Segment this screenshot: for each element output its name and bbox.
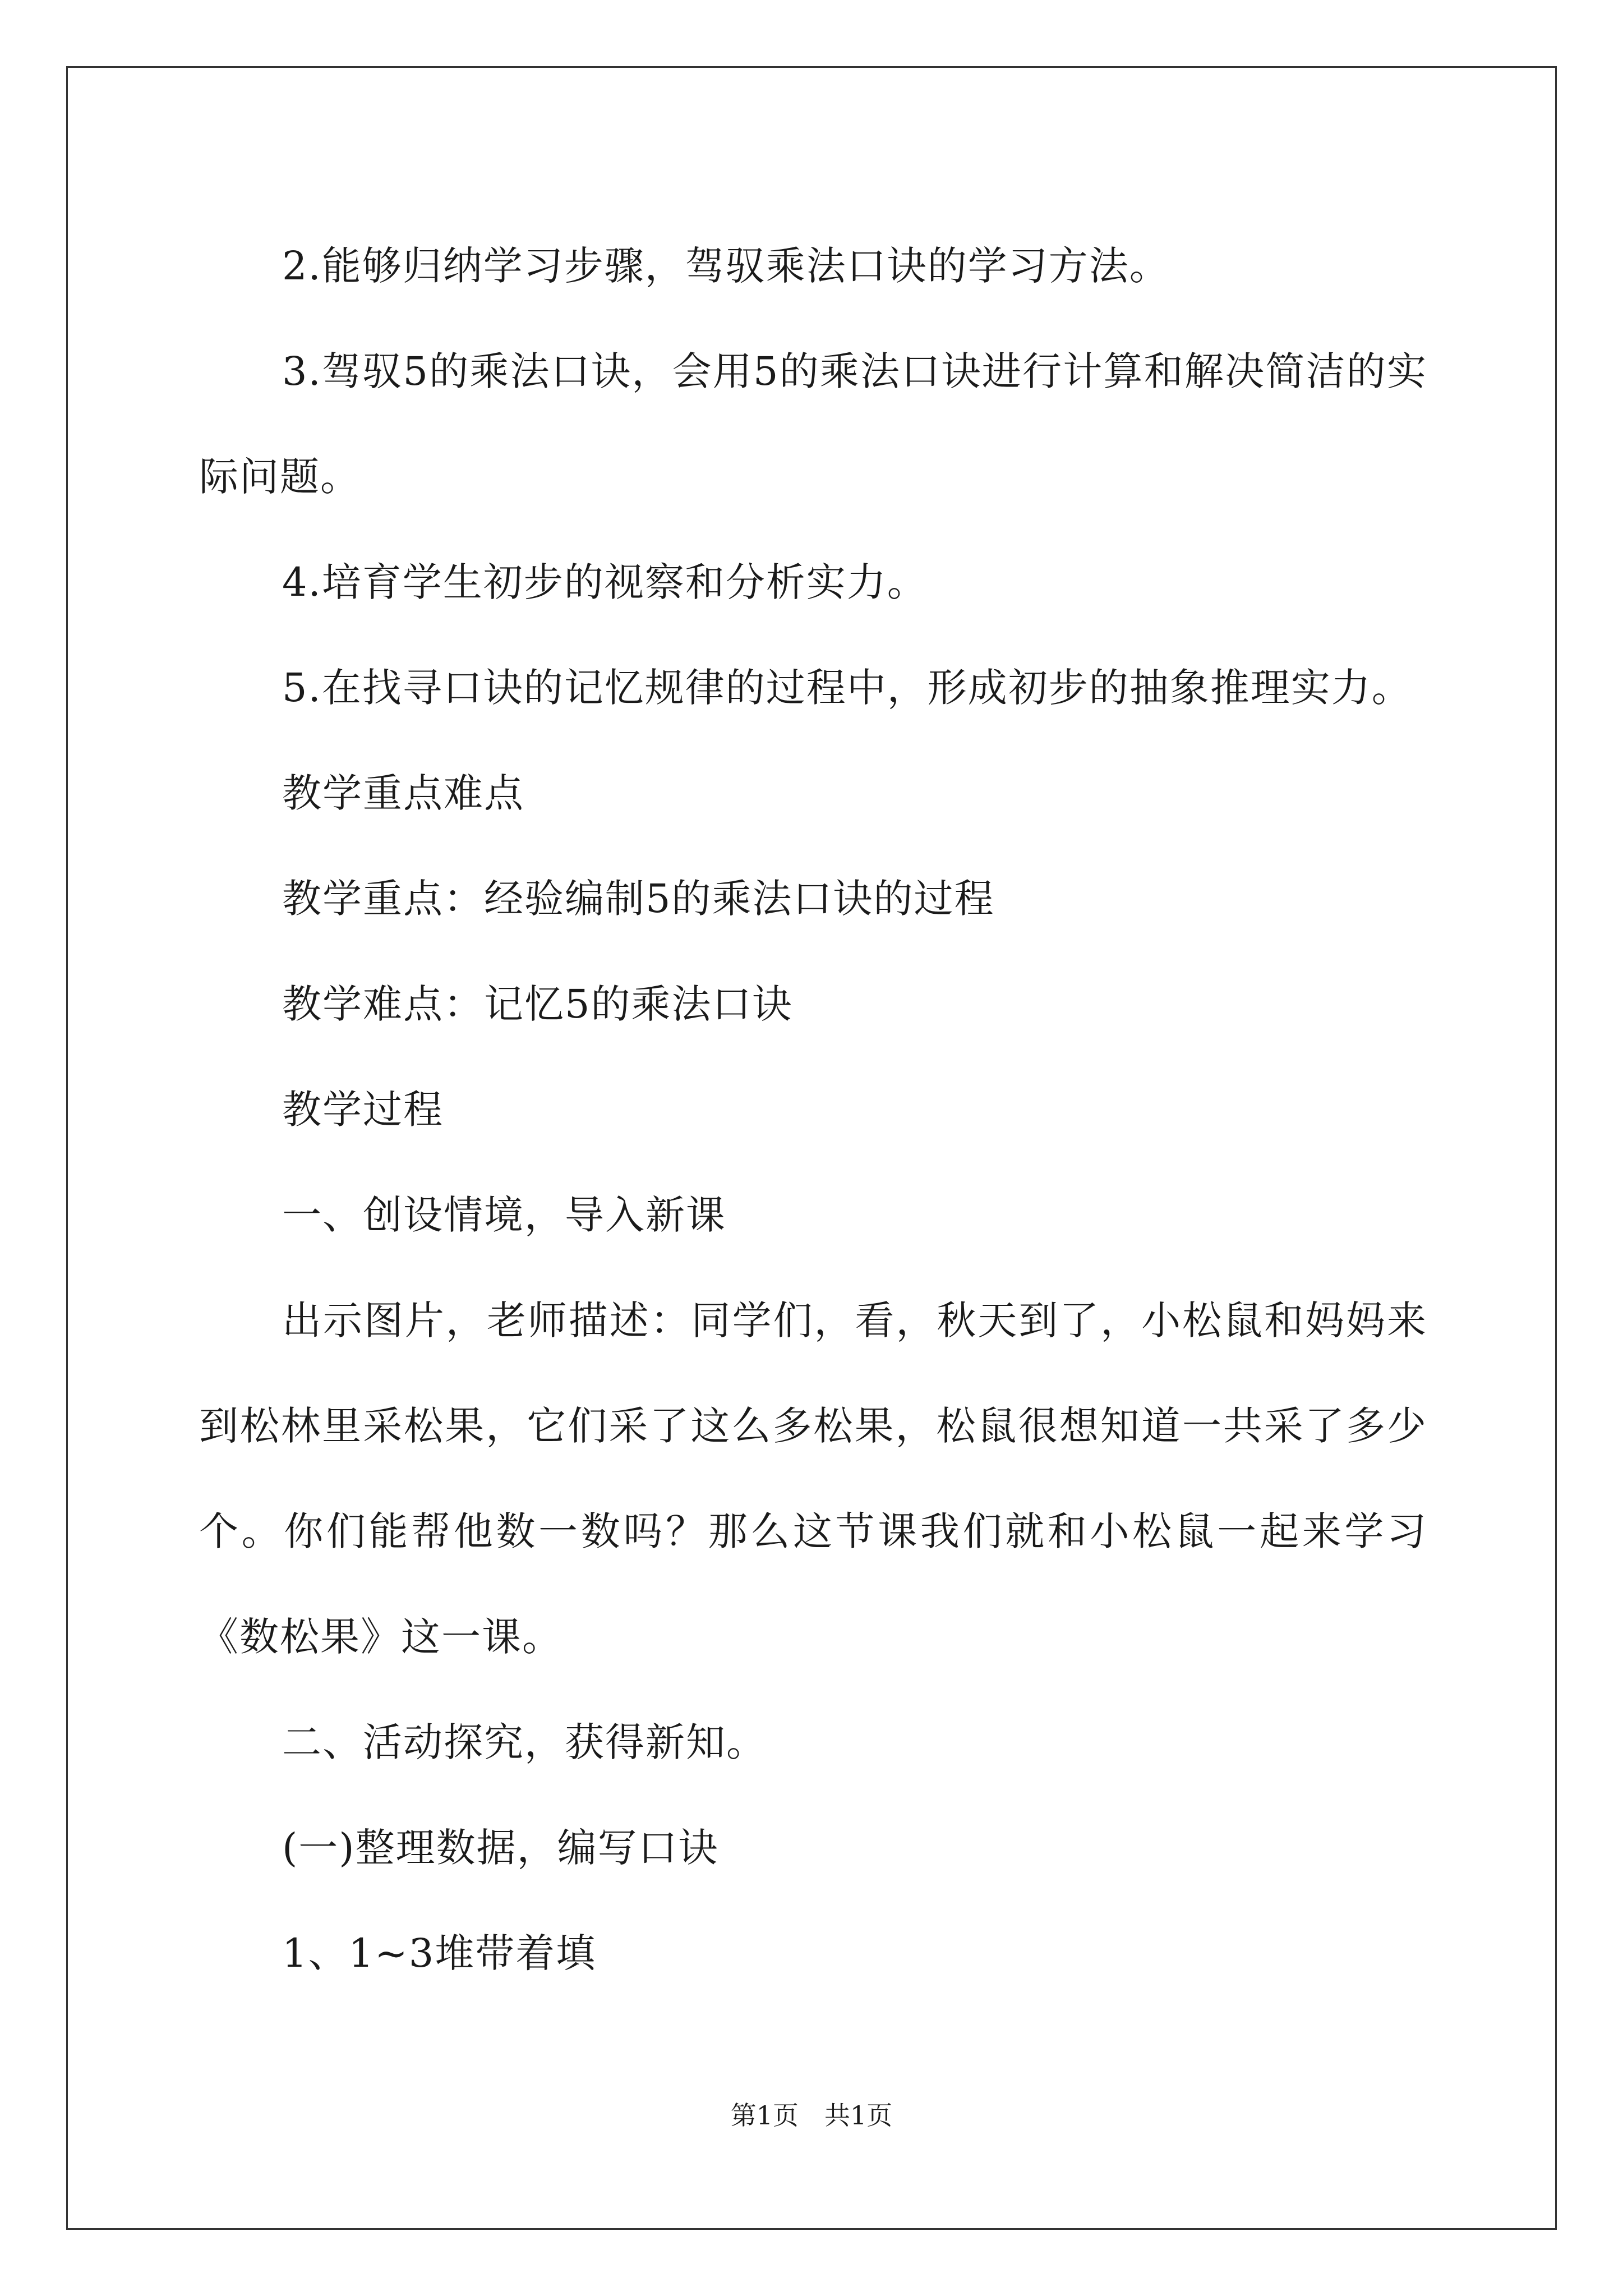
page-footer: 第1页 共1页	[730, 2100, 893, 2131]
objective-4: 4.培育学生初步的视察和分析实力。	[282, 559, 928, 605]
section-heading-process: 教学过程	[282, 1087, 444, 1133]
step-2-heading: 二、活动探究，获得新知。	[282, 1719, 767, 1765]
objective-3: 3.驾驭5的乘法口诀，会用5的乘法口诀进行计算和解决简洁的实际问题。	[199, 348, 1427, 500]
key-point: 教学重点：经验编制5的乘法口诀的过程	[282, 876, 995, 922]
step-2-item-1: 1、1~3堆带着填	[282, 1930, 597, 1976]
objective-5: 5.在找寻口诀的记忆规律的过程中，形成初步的抽象推理实力。	[282, 665, 1412, 711]
objective-2: 2.能够归纳学习步骤，驾驭乘法口诀的学习方法。	[282, 243, 1170, 289]
difficult-point: 教学难点：记忆5的乘法口诀	[282, 981, 793, 1027]
document-body	[199, 213, 1427, 2006]
step-1-description: 出示图片，老师描述：同学们，看，秋天到了，小松鼠和妈妈来到松林里采松果，它们采了这么多松果，松鼠很想知道一共采了多少个。你们能帮他数一数吗？那么这节课我们就和小松鼠一起来学习《数松果》这一课。	[199, 1297, 1427, 1660]
step-2-sub-heading: (一)整理数据，编写口诀	[282, 1825, 719, 1871]
step-1-heading: 一、创设情境，导入新课	[282, 1192, 726, 1238]
section-heading-key-points: 教学重点难点	[282, 770, 524, 816]
